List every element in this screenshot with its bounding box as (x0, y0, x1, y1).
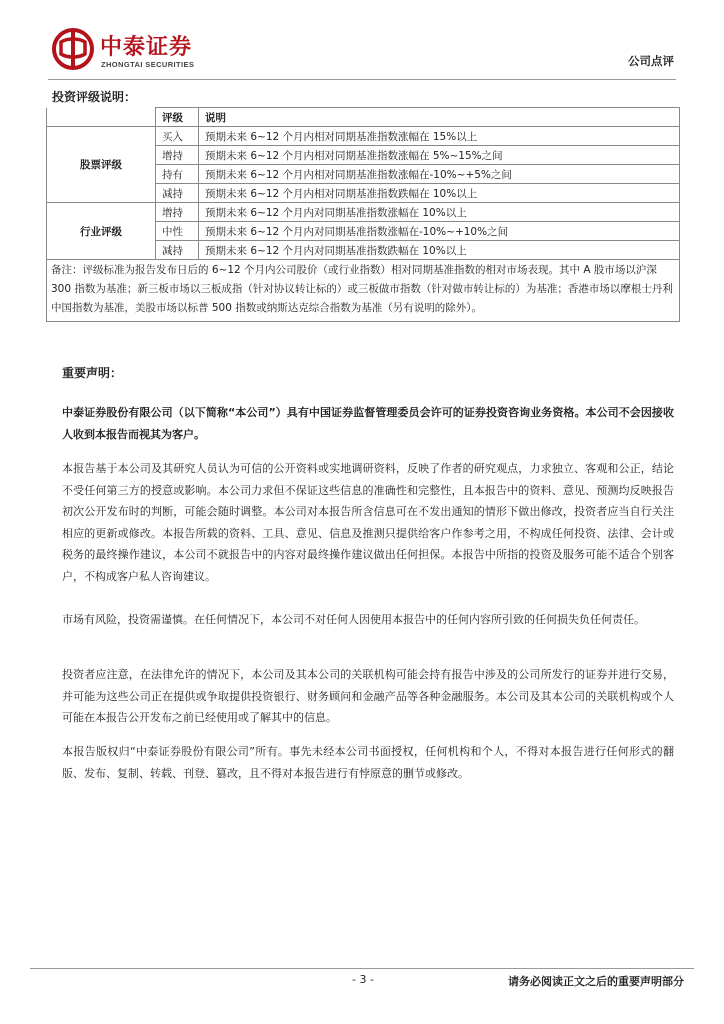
rating-header-level: 评级 (156, 108, 199, 127)
logo-text-en: ZHONGTAI SECURITIES (101, 60, 195, 69)
document-type: 公司点评 (628, 54, 674, 68)
rating-header-desc: 说明 (199, 108, 680, 127)
rating-level: 增持 (156, 203, 199, 222)
table-row (47, 127, 680, 146)
rating-desc: 预期未来 6~12 个月内相对同期基准指数涨幅在 5%~15%之间 (199, 146, 680, 165)
rating-desc: 预期未来 6~12 个月内对同期基准指数涨幅在 10%以上 (199, 203, 680, 222)
rating-header-blank (47, 108, 156, 127)
zhongtai-logo-icon (52, 28, 94, 70)
industry-rating-label: 行业评级 (47, 203, 156, 260)
rating-level: 减持 (156, 241, 199, 260)
page-header (48, 26, 676, 78)
rating-desc: 预期未来 6~12 个月内相对同期基准指数涨幅在-10%~+5%之间 (199, 165, 680, 184)
rating-level: 买入 (156, 127, 199, 146)
rating-table-header (47, 108, 680, 127)
rating-note: 备注：评级标准为报告发布日后的 6~12 个月内公司股价（或行业指数）相对同期基准指数的相对市场表现。其中 A 股市场以沪深 300 指数为基准；新三板市场以三板成指（针对协议转让标的）或三板做市指数（针对做市转让标的）为基准；香港市场以摩根士丹利中国指数为基准，美股市场以标普 500 指数或纳斯达克综合指数为基准（另有说明的除外）。 (47, 260, 680, 322)
disclaimer-title: 重要声明： (62, 366, 123, 380)
footer-divider (30, 968, 694, 969)
rating-level: 中性 (156, 222, 199, 241)
table-row (47, 260, 680, 322)
stock-rating-label: 股票评级 (47, 127, 156, 203)
rating-section-title: 投资评级说明： (52, 90, 137, 104)
header-divider (48, 79, 676, 80)
table-row (47, 203, 680, 222)
rating-desc: 预期未来 6~12 个月内对同期基准指数跌幅在 10%以上 (199, 241, 680, 260)
rating-level: 持有 (156, 165, 199, 184)
rating-table (46, 107, 680, 322)
rating-desc: 预期未来 6~12 个月内对同期基准指数涨幅在-10%~+10%之间 (199, 222, 680, 241)
footer-note: 请务必阅读正文之后的重要声明部分 (508, 975, 684, 988)
disclaimer-paragraph-4: 投资者应注意，在法律允许的情况下，本公司及其本公司的关联机构可能会持有报告中涉及的公司所发行的证券并进行交易，并可能为这些公司正在提供或争取提供投资银行、财务顾问和金融产品等各种金融服务。本公司及其本公司的关联机构或个人可能在本报告公开发布之前已经使用或了解其中的信息。 (62, 668, 674, 724)
disclaimer-paragraph-2: 本报告基于本公司及其研究人员认为可信的公开资料或实地调研资料，反映了作者的研究观点，力求独立、客观和公正，结论不受任何第三方的授意或影响。本公司力求但不保证这些信息的准确性和完整性，且本报告中的资料、意见、预测均反映报告初次公开发布时的判断，可能会随时调整。本公司对本报告所含信息可在不发出通知的情形下做出修改，投资者应当自行关注相应的更新或修改。本报告所载的资料、工具、意见、信息及推测只提供给客户作参考之用，不构成任何投资、法律、会计或税务的最终操作建议，本公司不就报告中的内容对最终操作建议做出任何担保。本报告中所指的投资及服务可能不适合个别客户，不构成客户私人咨询建议。 (62, 462, 674, 583)
rating-desc: 预期未来 6~12 个月内相对同期基准指数跌幅在 10%以上 (199, 184, 680, 203)
rating-level: 减持 (156, 184, 199, 203)
disclaimer-paragraph-5: 本报告版权归“中泰证券股份有限公司”所有。事先未经本公司书面授权，任何机构和个人，不得对本报告进行任何形式的翻版、发布、复制、转载、刊登、篡改，且不得对本报告进行有悖原意的删节或修改。 (62, 745, 674, 780)
page-number: - 3 - (352, 973, 374, 986)
disclaimer-paragraph-1: 中泰证券股份有限公司（以下简称“本公司”）具有中国证券监督管理委员会许可的证券投资咨询业务资格。本公司不会因接收人收到本报告而视其为客户。 (62, 406, 674, 441)
rating-level: 增持 (156, 146, 199, 165)
disclaimer-paragraph-3: 市场有风险，投资需谨慎。在任何情况下，本公司不对任何人因使用本报告中的任何内容所引致的任何损失负任何责任。 (62, 613, 645, 626)
logo-text-cn: 中泰证券 (100, 35, 193, 60)
rating-desc: 预期未来 6~12 个月内相对同期基准指数涨幅在 15%以上 (199, 127, 680, 146)
